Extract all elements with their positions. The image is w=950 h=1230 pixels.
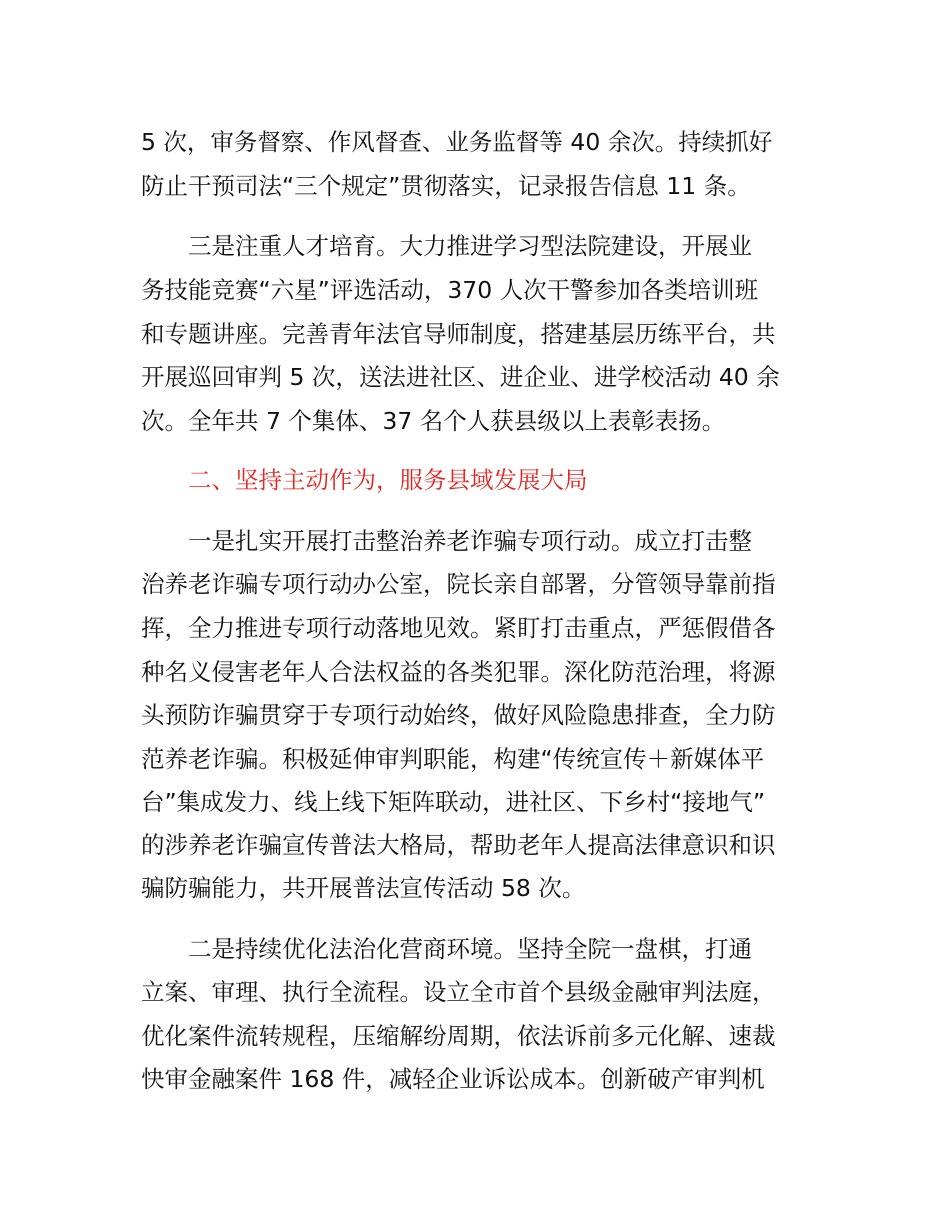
paragraph-line: 范养老诈骗。积极延伸审判职能，构建“传统宣传＋新媒体平 <box>141 745 765 773</box>
paragraph-line: 台”集成发力、线上线下矩阵联动，进社区、下乡村“接地气” <box>141 788 766 816</box>
paragraph-line: 治养老诈骗专项行动办公室，院长亲自部署，分管领导靠前指 <box>141 570 776 598</box>
paragraph-line: 快审金融案件 168 件，减轻企业诉讼成本。创新破产审判机 <box>141 1065 765 1093</box>
paragraph-line: 5 次，审务督察、作风督查、业务监督等 40 余次。持续抓好 <box>141 128 773 156</box>
paragraph-line: 挥，全力推进专项行动落地见效。紧盯打击重点，严惩假借各 <box>141 614 776 642</box>
paragraph-line: 和专题讲座。完善青年法官导师制度，搭建基层历练平台，共 <box>141 320 776 348</box>
paragraph-line: 骗防骗能力，共开展普法宣传活动 58 次。 <box>141 874 586 902</box>
section-heading: 二、坚持主动作为，服务县域发展大局 <box>188 466 588 494</box>
paragraph-line: 防止干预司法“三个规定”贯彻落实，记录报告信息 11 条。 <box>141 172 751 200</box>
paragraph-line: 立案、审理、执行全流程。设立全市首个县级金融审判法庭， <box>141 978 776 1006</box>
paragraph-line: 种名义侵害老年人合法权益的各类犯罪。深化防范治理，将源 <box>141 658 776 686</box>
paragraph-line: 头预防诈骗贯穿于专项行动始终，做好风险隐患排查，全力防 <box>141 701 776 729</box>
paragraph-line: 次。全年共 7 个集体、37 名个人获县级以上表彰表扬。 <box>141 407 726 435</box>
paragraph-line: 一是扎实开展打击整治养老诈骗专项行动。成立打击整 <box>188 527 752 555</box>
paragraph-line: 三是注重人才培育。大力推进学习型法院建设，开展业 <box>188 232 752 260</box>
paragraph-line: 二是持续优化法治化营商环境。坚持全院一盘棋，打通 <box>188 935 752 963</box>
paragraph-line: 开展巡回审判 5 次，送法进社区、进企业、进学校活动 40 余 <box>141 363 780 391</box>
paragraph-line: 务技能竞赛“六星”评选活动，370 人次干警参加各类培训班 <box>141 276 759 304</box>
paragraph-line: 优化案件流转规程，压缩解纷周期，依法诉前多元化解、速裁 <box>141 1022 776 1050</box>
paragraph-line: 的涉养老诈骗宣传普法大格局，帮助老年人提高法律意识和识 <box>141 831 776 859</box>
